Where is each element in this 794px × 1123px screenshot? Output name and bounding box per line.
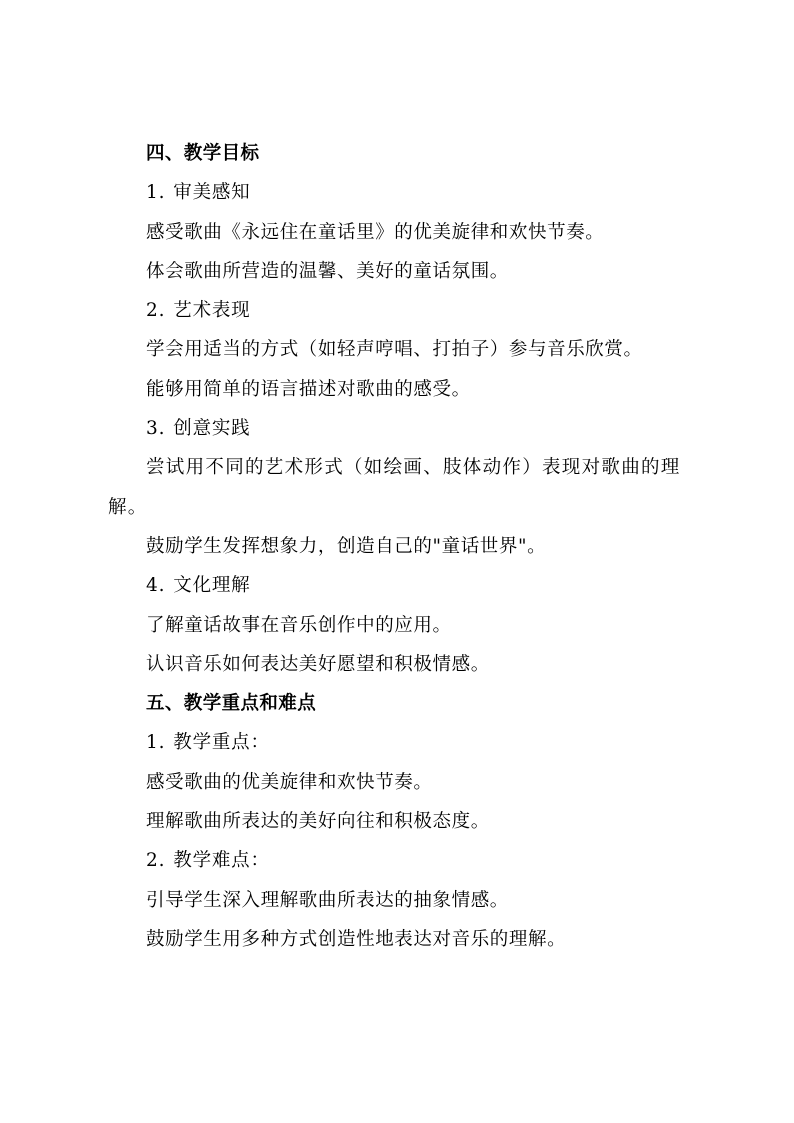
paragraph: 理解歌曲所表达的美好向往和积极态度。	[146, 811, 490, 833]
paragraph: 学会用适当的方式（如轻声哼唱、打拍子）参与音乐欣赏。	[146, 339, 643, 361]
subheading-teaching-focus	[108, 723, 698, 762]
paragraph-wrapped: 尝试用不同的艺术形式（如绘画、肢体动作）表现对歌曲的理解。	[108, 457, 681, 518]
paragraph: 能够用简单的语言描述对歌曲的感受。	[146, 378, 471, 400]
item-heading: 教学难点：	[173, 850, 270, 872]
item-number: 3.	[146, 418, 166, 440]
item-number: 2.	[146, 850, 166, 872]
paragraph: 感受歌曲《永远住在童话里》的优美旋律和欢快节奏。	[146, 221, 605, 243]
subheading-creative-practice	[108, 409, 698, 448]
item-number: 1.	[146, 732, 166, 754]
paragraph: 感受歌曲的优美旋律和欢快节奏。	[146, 771, 433, 793]
section-heading-key-points: 五、教学重点和难点	[146, 693, 317, 715]
paragraph: 鼓励学生用多种方式创造性地表达对音乐的理解。	[146, 928, 567, 950]
subheading-artistic-expression	[108, 291, 698, 330]
subheading-aesthetic-perception	[108, 173, 698, 212]
item-heading: 文化理解	[173, 575, 251, 597]
document-body	[108, 134, 698, 959]
item-heading: 审美感知	[173, 182, 251, 204]
subheading-teaching-difficulty	[108, 841, 698, 880]
item-heading: 艺术表现	[173, 300, 251, 322]
item-number: 1.	[146, 182, 166, 204]
item-number: 4.	[146, 575, 166, 597]
item-heading: 创意实践	[173, 418, 251, 440]
paragraph: 引导学生深入理解歌曲所表达的抽象情感。	[146, 889, 509, 911]
paragraph: 体会歌曲所营造的温馨、美好的童话氛围。	[146, 260, 509, 282]
item-number: 2.	[146, 300, 166, 322]
item-heading: 教学重点：	[173, 732, 270, 754]
section-heading-objectives: 四、教学目标	[146, 143, 260, 164]
paragraph: 了解童话故事在音乐创作中的应用。	[146, 614, 452, 636]
paragraph: 鼓励学生发挥想象力，创造自己的"童话世界"。	[146, 535, 547, 557]
paragraph: 认识音乐如何表达美好愿望和积极情感。	[146, 653, 490, 675]
subheading-cultural-understanding	[108, 566, 698, 605]
